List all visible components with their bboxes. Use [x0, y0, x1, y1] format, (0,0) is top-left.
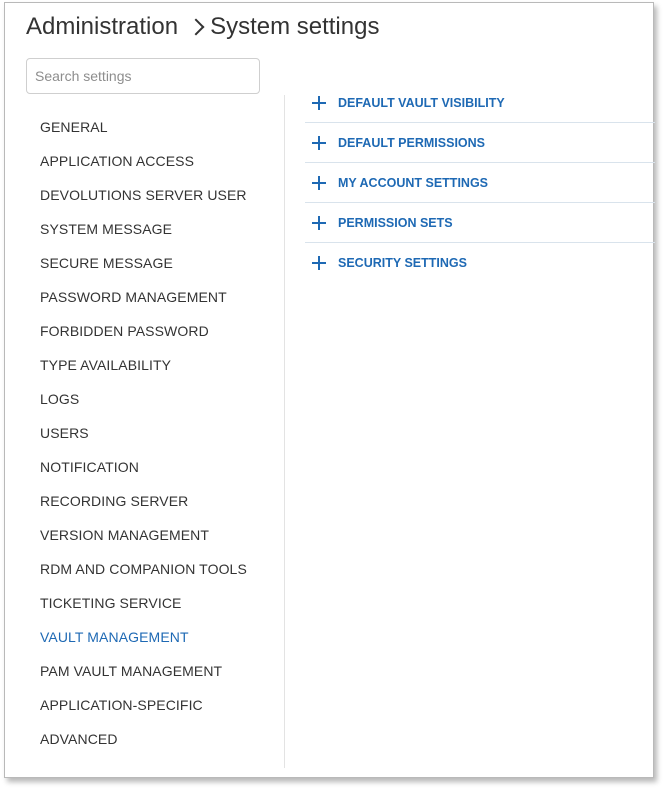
- sidebar-item-vault-management[interactable]: VAULT MANAGEMENT: [40, 629, 189, 645]
- panel-default-vault-visibility[interactable]: [305, 83, 655, 123]
- breadcrumb: [26, 13, 379, 41]
- plus-icon[interactable]: [312, 216, 326, 230]
- settings-window: [4, 2, 654, 778]
- sidebar-item-type-availability[interactable]: TYPE AVAILABILITY: [40, 357, 172, 373]
- breadcrumb-administration[interactable]: Administration: [26, 13, 179, 40]
- sidebar-item-advanced[interactable]: ADVANCED: [40, 731, 118, 747]
- sidebar-item-system-message[interactable]: SYSTEM MESSAGE: [40, 221, 173, 237]
- sidebar-item-version-management[interactable]: VERSION MANAGEMENT: [40, 527, 210, 543]
- panel-label: MY ACCOUNT SETTINGS: [338, 175, 489, 190]
- sidebar-item-devolutions-server-user[interactable]: DEVOLUTIONS SERVER USER: [40, 187, 247, 203]
- panel-security-settings[interactable]: [305, 243, 655, 282]
- sidebar-item-ticketing-service[interactable]: TICKETING SERVICE: [40, 595, 182, 611]
- sidebar-item-general[interactable]: GENERAL: [40, 119, 108, 135]
- panel-label: SECURITY SETTINGS: [338, 255, 467, 270]
- chevron-right-icon: [188, 19, 205, 36]
- search-input[interactable]: [26, 58, 260, 94]
- panel-my-account-settings[interactable]: [305, 163, 655, 203]
- sidebar-item-forbidden-password[interactable]: FORBIDDEN PASSWORD: [40, 323, 209, 339]
- plus-icon[interactable]: [312, 176, 326, 190]
- plus-icon[interactable]: [312, 136, 326, 150]
- plus-icon[interactable]: [312, 96, 326, 110]
- sidebar-item-logs[interactable]: LOGS: [40, 391, 80, 407]
- sidebar-item-notification[interactable]: NOTIFICATION: [40, 459, 139, 475]
- sidebar-item-password-management[interactable]: PASSWORD MANAGEMENT: [40, 289, 227, 305]
- panel-label: DEFAULT VAULT VISIBILITY: [338, 95, 505, 110]
- settings-panels: [305, 83, 655, 282]
- plus-icon[interactable]: [312, 256, 326, 270]
- sidebar-item-recording-server[interactable]: RECORDING SERVER: [40, 493, 189, 509]
- sidebar-divider: [284, 95, 285, 768]
- sidebar-item-application-access[interactable]: APPLICATION ACCESS: [40, 153, 195, 169]
- sidebar-item-users[interactable]: USERS: [40, 425, 89, 441]
- panel-default-permissions[interactable]: [305, 123, 655, 163]
- panel-label: DEFAULT PERMISSIONS: [338, 135, 486, 150]
- sidebar-item-secure-message[interactable]: SECURE MESSAGE: [40, 255, 173, 271]
- panel-label: PERMISSION SETS: [338, 215, 453, 230]
- sidebar-item-application-specific[interactable]: APPLICATION-SPECIFIC: [40, 697, 203, 713]
- page-title: System settings: [210, 13, 380, 40]
- panel-permission-sets[interactable]: [305, 203, 655, 243]
- sidebar-item-pam-vault-management[interactable]: PAM VAULT MANAGEMENT: [40, 663, 223, 679]
- sidebar-item-rdm-and-companion-tools[interactable]: RDM AND COMPANION TOOLS: [40, 561, 247, 577]
- sidebar-nav: [26, 110, 276, 756]
